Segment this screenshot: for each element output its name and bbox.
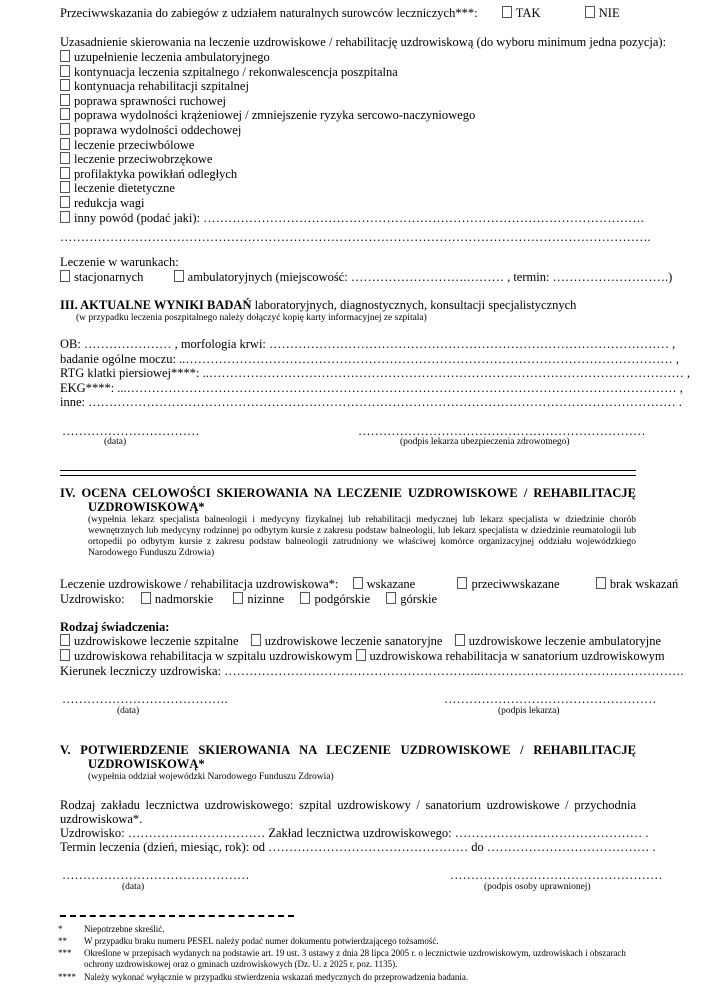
justification-checkbox[interactable] bbox=[60, 79, 70, 91]
test-result-field[interactable]: EKG****: ...…………………………………………………………………………………………………………………… , bbox=[60, 380, 683, 395]
resort-mountain-label: górskie bbox=[400, 592, 438, 606]
rehab-sanatorium-label: uzdrowiskowa rehabilitacja w sanatorium uzdrowiskowym bbox=[369, 649, 665, 663]
eval-contraindicated-checkbox[interactable] bbox=[457, 577, 467, 589]
contra-yes-checkbox[interactable] bbox=[502, 6, 512, 18]
justification-item-label: poprawa wydolności oddechowej bbox=[74, 123, 242, 137]
benefit-row-2 bbox=[60, 649, 665, 664]
contra-yes-label: TAK bbox=[515, 6, 541, 20]
section3-signature-dots: …………………………………………………………… bbox=[358, 424, 646, 438]
section3-title-rest: laboratoryjnych, diagnostycznych, konsultacji specjalistycznych bbox=[251, 298, 577, 312]
therapy-direction-line: Kierunek leczniczy uzdrowiska: ……………………………………………………..…………………………………………. bbox=[60, 664, 684, 678]
justification-item-label: uzupełnienie leczenia ambulatoryjnego bbox=[74, 50, 270, 64]
test-result-field[interactable]: badanie ogólne moczu: ..……………………………………………………………………………………………………… , bbox=[60, 351, 680, 366]
section5-date-dots: ……………………………………… bbox=[62, 868, 250, 882]
justification-item bbox=[60, 167, 237, 182]
resort-lowland-checkbox[interactable] bbox=[233, 592, 243, 604]
justification-item bbox=[60, 138, 194, 153]
justification-checkbox[interactable] bbox=[60, 167, 70, 179]
justification-item-label: leczenie przeciwbólowe bbox=[74, 137, 195, 152]
test-result-field[interactable]: OB: ………………… , morfologia krwi: …………………………………………………………………………………… , bbox=[60, 337, 676, 351]
section5-date-label: (data) bbox=[122, 882, 145, 892]
justification-item bbox=[60, 152, 212, 167]
benefit-sanatorium-checkbox[interactable] bbox=[251, 634, 261, 646]
section3-subtitle: (w przypadku leczenia poszpitalnego należy dołączyć kopię karty informacyjnej ze szpitala) bbox=[76, 313, 427, 323]
benefit-row-1 bbox=[60, 634, 661, 649]
benefit-ambulatory-label: uzdrowiskowe leczenie ambulatoryjne bbox=[468, 634, 662, 648]
justification-item bbox=[60, 123, 241, 138]
test-result-field[interactable]: inne: …………………………………………………………………………………………………………………………… . bbox=[60, 395, 682, 410]
eval-contraindicated-label: przeciwwskazane bbox=[471, 577, 560, 591]
justification-checkbox[interactable] bbox=[60, 50, 70, 62]
justification-item-label: kontynuacja leczenia szpitalnego / rekonwalescencja poszpitalna bbox=[74, 64, 398, 79]
resort-seaside-label: nadmorskie bbox=[154, 592, 214, 606]
eval-indicated-label: wskazane bbox=[366, 577, 416, 591]
justification-checkbox[interactable] bbox=[60, 138, 70, 150]
contraindications-label: Przeciwwskazania do zabiegów z udziałem naturalnych surowców leczniczych***: bbox=[60, 6, 478, 20]
evaluation-row bbox=[60, 577, 678, 592]
ambulatory-checkbox[interactable] bbox=[174, 270, 184, 282]
contra-no-checkbox[interactable] bbox=[585, 6, 595, 18]
facility-type-line2: uzdrowiskowa*. bbox=[60, 812, 143, 826]
justification-item-label: poprawa sprawności ruchowej bbox=[74, 93, 227, 108]
rehab-sanatorium-checkbox[interactable] bbox=[356, 649, 366, 661]
contraindications-row bbox=[60, 6, 620, 21]
footnote-mark: *** bbox=[58, 948, 72, 958]
benefit-hospital-label: uzdrowiskowe leczenie szpitalne bbox=[74, 634, 239, 648]
benefit-sanatorium-label: uzdrowiskowe leczenie sanatoryjne bbox=[264, 634, 443, 648]
justification-checkbox[interactable] bbox=[60, 211, 70, 223]
evaluation-label: Leczenie uzdrowiskowe / rehabilitacja uzdrowiskowa*: bbox=[60, 577, 339, 591]
justification-item bbox=[60, 65, 398, 80]
justification-item bbox=[60, 181, 175, 196]
justification-item-label: redukcja wagi bbox=[74, 196, 145, 210]
footnote-text: W przypadku braku numeru PESEL należy podać numer dokumentu potwierdzającego tożsamość. bbox=[84, 936, 439, 946]
justification-item-label: poprawa wydolności krążeniowej / zmniejszenie ryzyka sercowo-naczyniowego bbox=[74, 108, 476, 123]
footnote-mark: ** bbox=[58, 936, 67, 946]
footnote-text: Określone w przepisach wydanych na podstawie art. 19 ust. 3 ustawy z dnia 28 lipca 2005 r. o lecznictwie uzdrowiskowym, uzdrowiskach i obszarach ochrony uzdrowiskowej oraz o gminach uzdrowiskowych (Dz. U. z 2025 r. poz. 1135). bbox=[84, 948, 626, 969]
facility-type-line1: Rodzaj zakładu lecznictwa uzdrowiskowego: szpital uzdrowiskowy / sanatorium uzdrowiskowe / przychodnia bbox=[60, 798, 636, 812]
justification-checkbox[interactable] bbox=[60, 196, 70, 208]
justification-heading: Uzasadnienie skierowania na leczenie uzdrowiskowe / rehabilitację uzdrowiskową (do wyboru minimum jedna pozycja): bbox=[60, 35, 667, 49]
section3-title: III. AKTUALNE WYNIKI BADAŃ bbox=[60, 298, 252, 312]
resort-mountain-checkbox[interactable] bbox=[386, 592, 396, 604]
test-result-field[interactable]: RTG klatki piersiowej****: ..…………………………………………………………………………………………………… , bbox=[60, 366, 691, 381]
resort-facility-line: Uzdrowisko: …………………………… Zakład lecznictwa uzdrowiskowego: ……………………………………… . bbox=[60, 826, 649, 840]
footnote-text: Należy wykonać wyłącznie w przypadku stwierdzenia wskazań medycznych do przeprowadzenia badania. bbox=[84, 972, 469, 982]
justification-item-label: profilaktyka powikłań odległych bbox=[74, 166, 238, 181]
section5-signature-label: (podpis osoby uprawnionej) bbox=[484, 882, 591, 892]
eval-indicated-checkbox[interactable] bbox=[353, 577, 363, 589]
justification-checkbox[interactable] bbox=[60, 152, 70, 164]
justification-checkbox[interactable] bbox=[60, 65, 70, 77]
justification-item-label: kontynuacja rehabilitacji szpitalnej bbox=[74, 79, 249, 94]
section5-subtitle: (wypełnia oddział wojewódzki Narodowego Funduszu Zdrowia) bbox=[88, 772, 334, 782]
section4-note: (wypełnia lekarz specjalista balneologii i medycyny fizykalnej lub rehabilitacji medycznej lub lekarz specjalista w dziedzinie chorób wewnętrznych lub medycyny rodzinnej po odbytym kursie z zakresu podstaw balneologii, lub lekarz specjalista w dziedzinie reumatologii lub ortopedii po odbytym kursie z zakresu podstaw balneologii zatrudniony we właściwej komórce organizacyjnej oddziału wojewódzkiego Narodowego Funduszu Zdrowia) bbox=[88, 515, 636, 558]
justification-checkbox[interactable] bbox=[60, 123, 70, 135]
justification-item bbox=[60, 211, 644, 226]
footnote-separator bbox=[60, 915, 294, 917]
section4-signature-label: (podpis lekarza) bbox=[498, 706, 560, 716]
footnote-mark: * bbox=[58, 924, 63, 934]
justification-item bbox=[60, 79, 249, 94]
contra-no-label: NIE bbox=[598, 6, 620, 20]
benefit-ambulatory-checkbox[interactable] bbox=[455, 634, 465, 646]
resort-submontane-label: podgórskie bbox=[314, 592, 371, 606]
section4-signature-dots: …………………………………………… bbox=[444, 692, 657, 706]
benefit-heading: Rodzaj świadczenia: bbox=[60, 620, 170, 634]
section5-title-line1: V. POTWIERDZENIE SKIEROWANIA NA LECZENIE UZDROWISKOWE / REHABILITACJĘ bbox=[60, 743, 636, 757]
justification-checkbox[interactable] bbox=[60, 181, 70, 193]
footnote-text: Niepotrzebne skreślić. bbox=[84, 924, 165, 934]
footnote-mark: **** bbox=[58, 972, 76, 982]
eval-none-label: brak wskazań bbox=[609, 577, 679, 591]
section-divider bbox=[60, 470, 636, 476]
section3-date-dots: …………………………… bbox=[62, 424, 200, 438]
justification-checkbox[interactable] bbox=[60, 94, 70, 106]
stationary-label: stacjonarnych bbox=[74, 270, 144, 284]
resort-lowland-label: nizinne bbox=[247, 592, 285, 606]
section4-date-dots: …………………………………. bbox=[62, 692, 228, 706]
stationary-checkbox[interactable] bbox=[60, 270, 70, 282]
justification-dots-line: ……………………………………………………………………………………………………………………………. bbox=[60, 230, 651, 244]
conditions-label: Leczenie w warunkach: bbox=[60, 255, 179, 269]
section3-signature-label: (podpis lekarza ubezpieczenia zdrowotnego) bbox=[400, 437, 570, 447]
justification-item bbox=[60, 50, 270, 65]
justification-item bbox=[60, 94, 226, 109]
eval-none-checkbox[interactable] bbox=[596, 577, 606, 589]
section3-heading bbox=[60, 298, 576, 313]
benefit-hospital-checkbox[interactable] bbox=[60, 634, 70, 646]
rehab-hospital-label: uzdrowiskowa rehabilitacja w szpitalu uzdrowiskowym bbox=[74, 649, 353, 663]
resort-type-label: Uzdrowisko: bbox=[60, 592, 125, 606]
justification-item bbox=[60, 108, 475, 123]
justification-checkbox[interactable] bbox=[60, 108, 70, 120]
ambulatory-label: ambulatoryjnych (miejscowość: ……………………….……… , termin: ……………………….) bbox=[187, 270, 673, 284]
section4-date-label: (data) bbox=[117, 706, 140, 716]
resort-seaside-checkbox[interactable] bbox=[141, 592, 151, 604]
treatment-term-line: Termin leczenia (dzień, miesiąc, rok): od ………………………………………… do ………………………………… . bbox=[60, 840, 656, 854]
justification-item-label: inny powód (podać jaki): ……………………………………………………………………………………………. bbox=[74, 210, 644, 225]
section3-date-label: (data) bbox=[104, 437, 127, 447]
rehab-hospital-checkbox[interactable] bbox=[60, 649, 70, 661]
section5-title-line2: UZDROWISKOWĄ* bbox=[88, 757, 205, 771]
section4-title-line1: IV. OCENA CELOWOŚCI SKIEROWANIA NA LECZENIE UZDROWISKOWE / REHABILITACJĘ bbox=[60, 486, 636, 500]
section5-signature-dots: …………………………………………… bbox=[450, 868, 663, 882]
conditions-row bbox=[60, 270, 672, 285]
section4-title-line2: UZDROWISKOWĄ* bbox=[88, 500, 205, 514]
resort-submontane-checkbox[interactable] bbox=[300, 592, 310, 604]
resort-type-row bbox=[60, 592, 437, 607]
justification-item-label: leczenie dietetyczne bbox=[74, 181, 175, 196]
justification-item bbox=[60, 196, 144, 211]
justification-item-label: leczenie przeciwobrzękowe bbox=[74, 152, 213, 167]
